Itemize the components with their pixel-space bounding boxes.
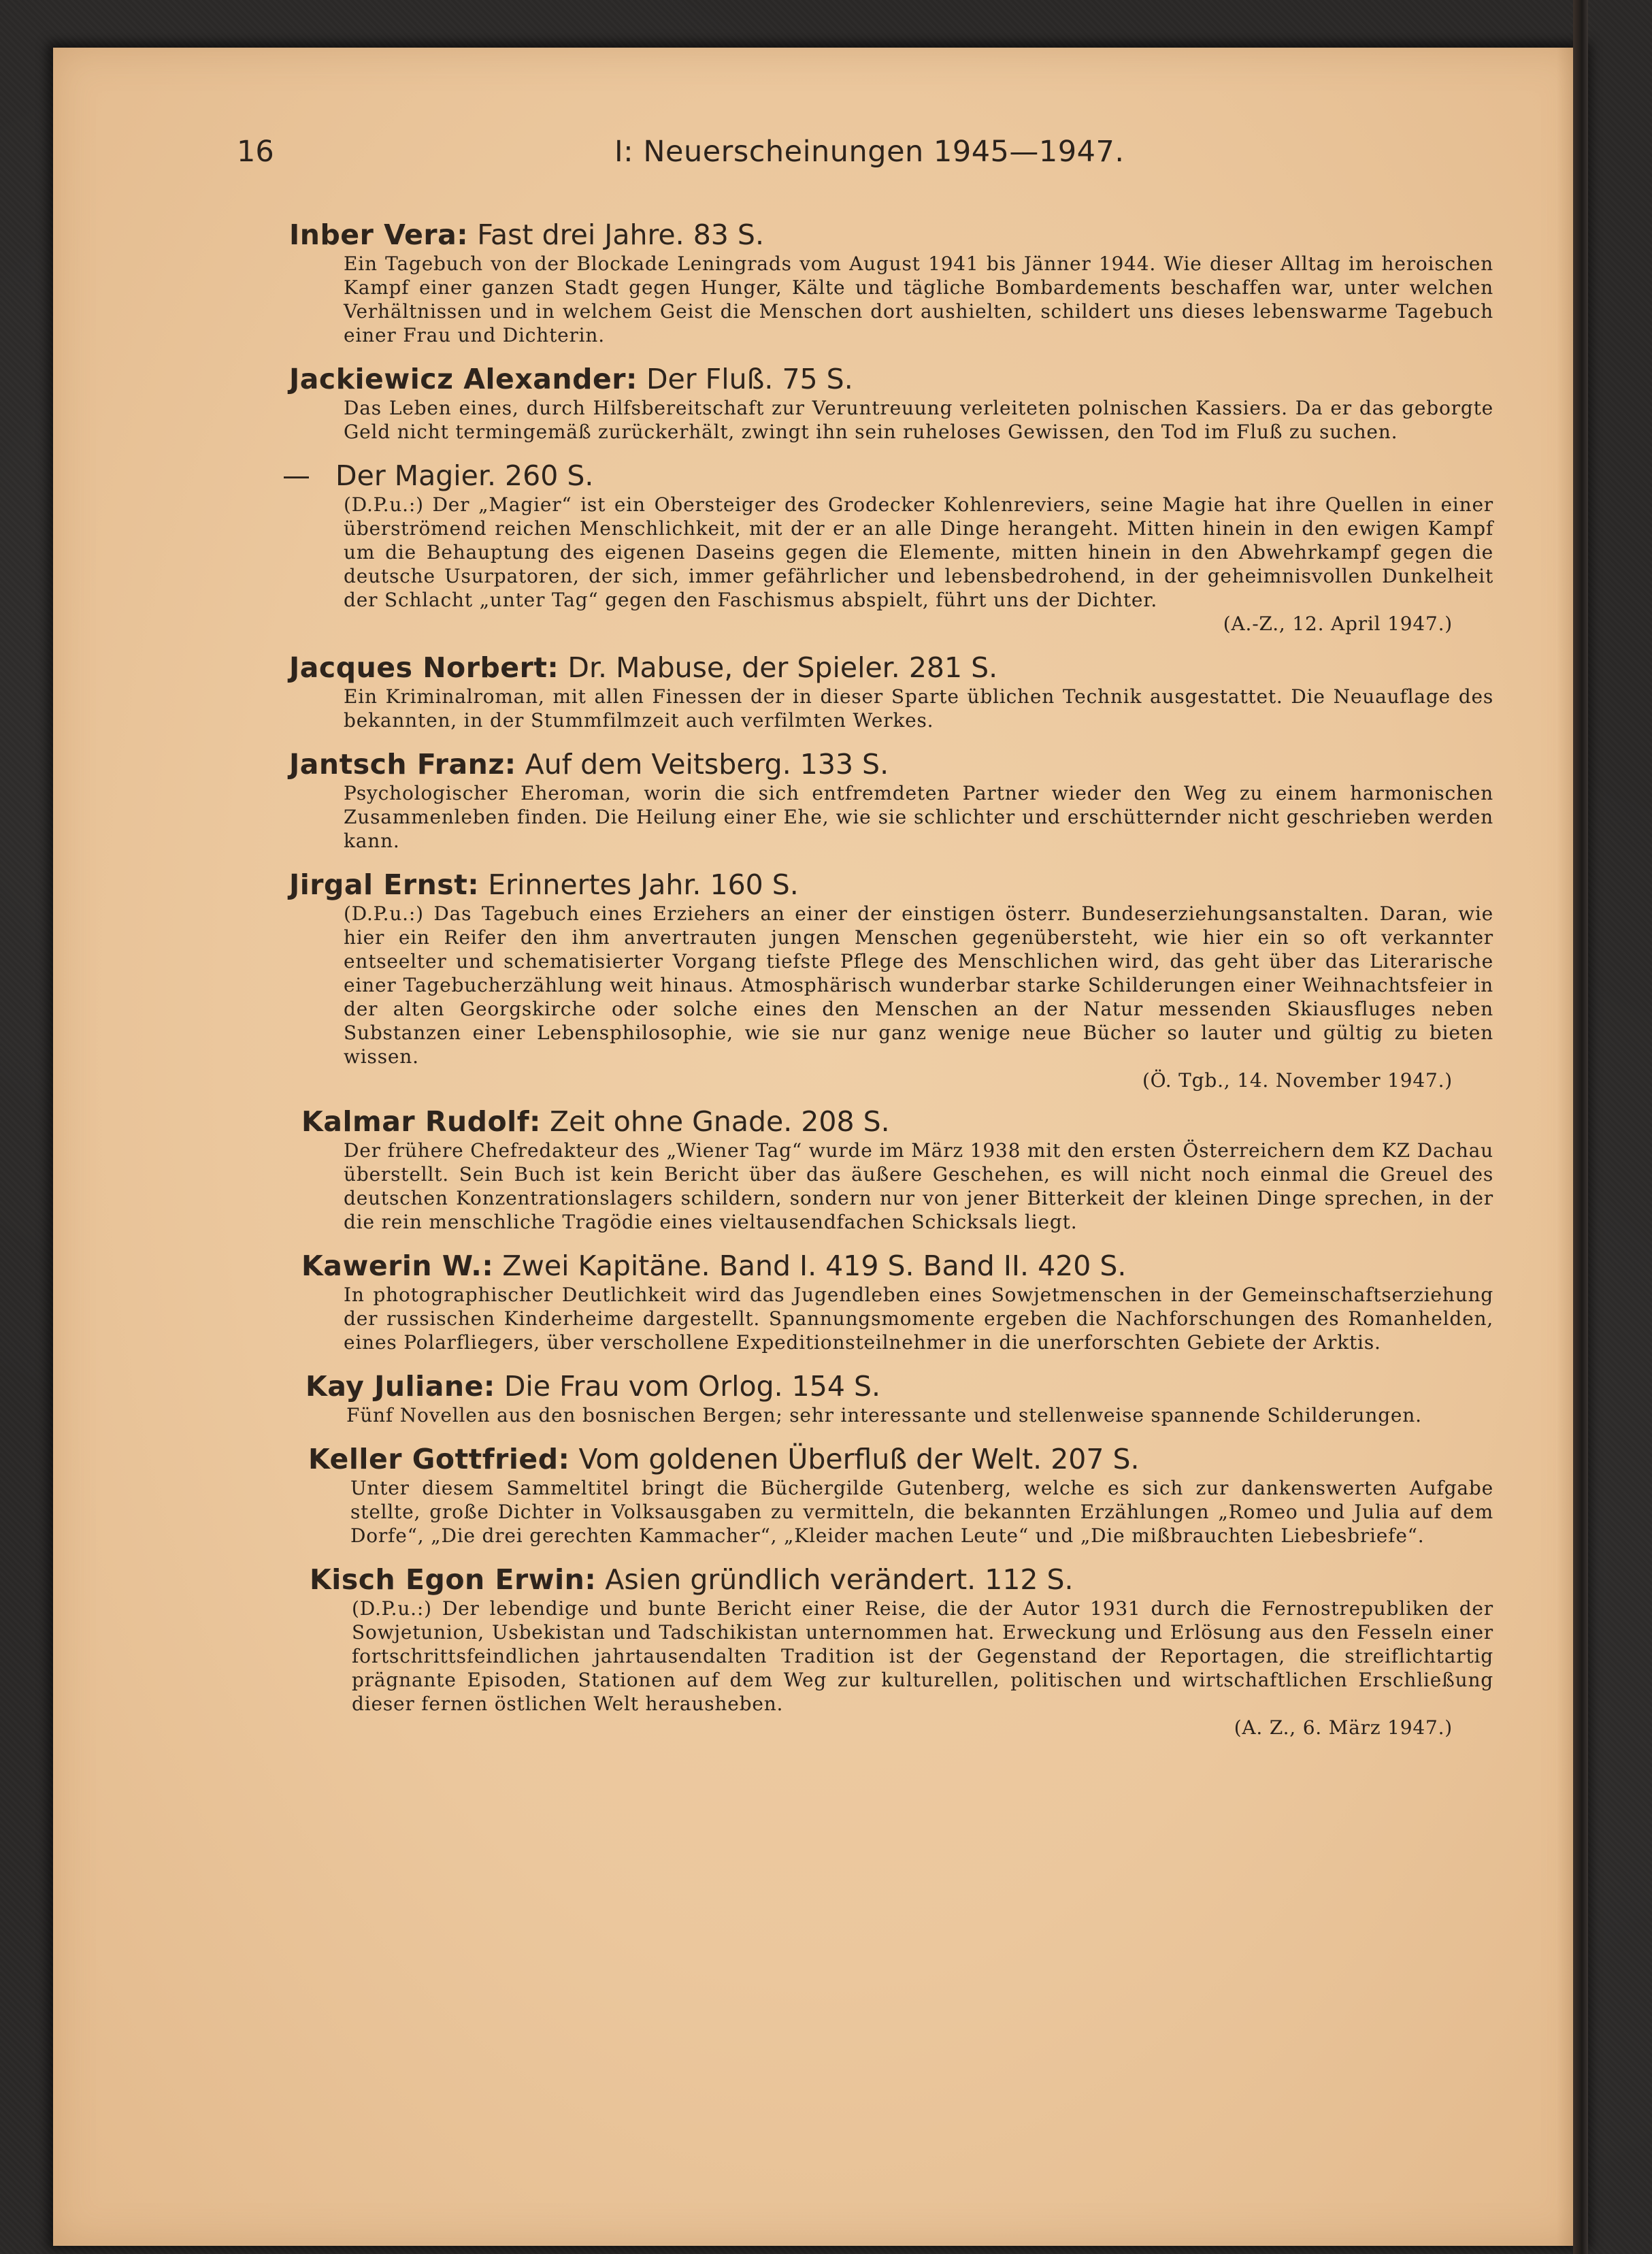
entry-author: Jantsch Franz: <box>289 748 516 781</box>
entry-text <box>289 685 1493 732</box>
entry-description: (D.P.u.:) Das Tagebuch eines Erziehers an einer der einstigen österr. Bundeserziehungsanstalten. Daran, wie hier ein Reifer den ihm anvertrauten jungen Menschen gegenübersteht, wie hier ein so oft verkannter entseelter und schematisierter Vorgang tiefste Pflege des Menschlichen wird, das geht über das Literarische einer Tagebucherzählung weit hinaus. Atmosphärisch wunderbar starke Schilderungen einer Weihnachtsfeier in der alten Georgskirche oder solche eines den Menschen an der Natur messenden Skiausfluges neben Substanzen einer Lebensphilosophie, wie sie nur ganz wenige neue Bücher so lauter und gültig zu bieten wissen. <box>344 902 1493 1068</box>
entry-description: Der frühere Chefredakteur des „Wiener Tag“ wurde im März 1938 mit den ersten Österreichern dem KZ Dachau überstellt. Sein Buch ist kein Bericht über das äußere Geschehen, es will nicht noch einmal die Greuel des deutschen Konzentrationslagers schildern, sondern nur von jener Bitterkeit der kleinen Dinge sprechen, in der die rein menschliche Tragödie eines vieltausendfachen Schicksals liegt. <box>344 1139 1493 1233</box>
entry-title: Der Fluß. 75 S. <box>646 363 853 395</box>
entry-jantsch <box>289 747 1493 853</box>
entry-author: Jackiewicz Alexander: <box>289 363 638 395</box>
entry-description: Ein Kriminalroman, mit allen Finessen der in dieser Sparte üblichen Technik ausgestattet. Die Neuauflage des bekannten, in der Stummfilmzeit auch verfilmten Werkes. <box>344 685 1493 732</box>
entry-title: Zeit ohne Gnade. 208 S. <box>549 1105 890 1138</box>
entry-description: Psychologischer Eheroman, worin die sich entfremdeten Partner wieder den Weg zu einem harmonischen Zusammenleben finden. Die Heilung einer Ehe, wie sie schlichter und erschütternder nicht geschrieben werden kann. <box>344 782 1493 852</box>
entry-description: Das Leben eines, durch Hilfsbereitschaft zur Veruntreuung verleiteten polnischen Kassiers. Da er das geborgte Geld nicht termingemäß zurückerhält, zwingt ihn sein ruheloses Gewissen, den Tod im Fluß zu suchen. <box>344 397 1493 443</box>
entry-kawerin <box>301 1249 1493 1354</box>
entry-jacques <box>289 651 1493 732</box>
entry-kalmar <box>301 1105 1493 1234</box>
running-title: I: Neuerscheinungen 1945—1947. <box>614 135 1125 169</box>
entry-text <box>289 396 1493 444</box>
entry-author: Keller Gottfried: <box>308 1443 570 1475</box>
entry-description: In photographischer Deutlichkeit wird das Jugendleben eines Sowjetmenschen in der Gemeinschaftserziehung der russischen Kinderheime dargestellt. Spannungsmomente ergeben die Nachforschungen des Romanhelden, eines Polarfliegers, über verschollene Expeditionsteilnehmer in die unerforschten Gebiete der Arktis. <box>344 1284 1493 1354</box>
entry-text <box>308 1476 1493 1548</box>
entry-source: (Ö. Tgb., 14. November 1947.) <box>1142 1069 1453 1092</box>
entry-author: Jacques Norbert: <box>289 651 559 684</box>
entry-text <box>282 493 1493 636</box>
entries-list <box>282 218 1493 1740</box>
entry-author: Kawerin W.: <box>301 1250 494 1282</box>
entry-text <box>289 781 1493 853</box>
entry-jirgal <box>289 868 1493 1092</box>
entry-text <box>301 1139 1493 1234</box>
entry-dash: — <box>282 459 310 492</box>
entry-title: Dr. Mabuse, der Spieler. 281 S. <box>567 651 998 684</box>
page-header <box>237 135 1407 176</box>
entry-description: Ein Tagebuch von der Blockade Leningrads vom August 1941 bis Jänner 1944. Wie dieser Alltag im heroischen Kampf einer ganzen Stadt gegen Hunger, Kälte und tägliche Bombardements beschaffen war, unter welchen Verhältnissen und in welchem Geist die Menschen dort aushielten, schildert uns dieses lebenswarme Tagebuch einer Frau und Dichterin. <box>344 252 1493 346</box>
book-spine <box>1573 0 1588 2254</box>
entry-heading <box>289 362 1493 396</box>
entry-title: Zwei Kapitäne. Band I. 419 S. Band II. 420 S. <box>502 1250 1127 1282</box>
entry-text <box>301 1283 1493 1354</box>
entry-title: Vom goldenen Überfluß der Welt. 207 S. <box>578 1443 1140 1475</box>
entry-heading <box>308 1442 1493 1476</box>
entry-description: (D.P.u.:) Der „Magier“ ist ein Obersteiger des Grodecker Kohlenreviers, seine Magie hat ihre Quellen in einer überströmend reichen Menschlichkeit, mit der er an alle Dinge herangeht. Mitten hinein in den ewigen Kampf um die Behauptung des eigenen Daseins gegen die Elemente, mitten hinein in den Abwehrkampf gegen die deutsche Usurpatoren, der sich, immer gefährlicher und lebensbedrohend, in der geheimnisvollen Dunkelheit der Schlacht „unter Tag“ gegen den Faschismus abspielt, führt uns der Dichter. <box>344 493 1493 611</box>
entry-heading <box>289 868 1493 902</box>
entry-kay <box>305 1369 1493 1427</box>
entry-heading <box>310 1563 1493 1597</box>
entry-title: Der Magier. 260 S. <box>335 459 594 492</box>
entry-text <box>289 902 1493 1092</box>
entry-jackiewicz <box>289 362 1493 444</box>
entry-keller <box>308 1442 1493 1548</box>
entry-inber <box>289 218 1493 347</box>
entry-author: Kalmar Rudolf: <box>301 1105 541 1138</box>
entry-description: (D.P.u.:) Der lebendige und bunte Bericht einer Reise, die der Autor 1931 durch die Fernostrepubliken der Sowjetunion, Usbekistan und Tadschikistan unternommen hat. Erweckung und Erlösung aus den Fesseln einer fortschrittsfeindlichen jahrtausendalten Tradition ist der Gegenstand der Reportagen, die streiflichtartig prägnante Episoden, Stationen auf dem Weg zur kulturellen, politischen und wirtschaftlichen Erschließung dieser fernen östlichen Welt herausheben. <box>352 1597 1493 1715</box>
entry-heading <box>301 1105 1493 1139</box>
entry-heading <box>282 459 1493 493</box>
entry-author: Jirgal Ernst: <box>289 868 480 901</box>
entry-heading <box>289 218 1493 252</box>
entry-text <box>305 1403 1493 1427</box>
entry-title: Fast drei Jahre. 83 S. <box>477 218 764 251</box>
entry-kisch <box>310 1563 1493 1740</box>
entry-source: (A. Z., 6. März 1947.) <box>1234 1716 1453 1739</box>
entry-heading <box>305 1369 1493 1403</box>
entry-heading <box>289 651 1493 685</box>
entry-magier <box>282 459 1493 636</box>
entry-title: Die Frau vom Orlog. 154 S. <box>503 1370 881 1403</box>
entry-author: Inber Vera: <box>289 218 469 251</box>
entry-author: Kisch Egon Erwin: <box>310 1563 597 1596</box>
entry-description: Fünf Novellen aus den bosnischen Bergen; sehr interessante und stellenweise spannende Schilderungen. <box>346 1404 1422 1426</box>
entry-description: Unter diesem Sammeltitel bringt die Büchergilde Gutenberg, welche es sich zur dankenswerten Aufgabe stellte, große Dichter in Volksausgaben zu vermitteln, die bekannten Erzählungen „Romeo und Julia auf dem Dorfe“, „Die drei gerechten Kammacher“, „Kleider machen Leute“ und „Die mißbrauchten Liebesbriefe“. <box>350 1477 1493 1547</box>
entry-title: Auf dem Veitsberg. 133 S. <box>525 748 889 781</box>
entry-heading <box>289 747 1493 781</box>
entry-title: Erinnertes Jahr. 160 S. <box>488 868 799 901</box>
page-number: 16 <box>237 135 274 169</box>
entry-source: (A.-Z., 12. April 1947.) <box>1223 612 1453 635</box>
entry-title: Asien gründlich verändert. 112 S. <box>605 1563 1074 1596</box>
entry-author: Kay Juliane: <box>305 1370 495 1403</box>
entry-text <box>310 1597 1493 1740</box>
entry-heading <box>301 1249 1493 1283</box>
entry-text <box>289 252 1493 347</box>
